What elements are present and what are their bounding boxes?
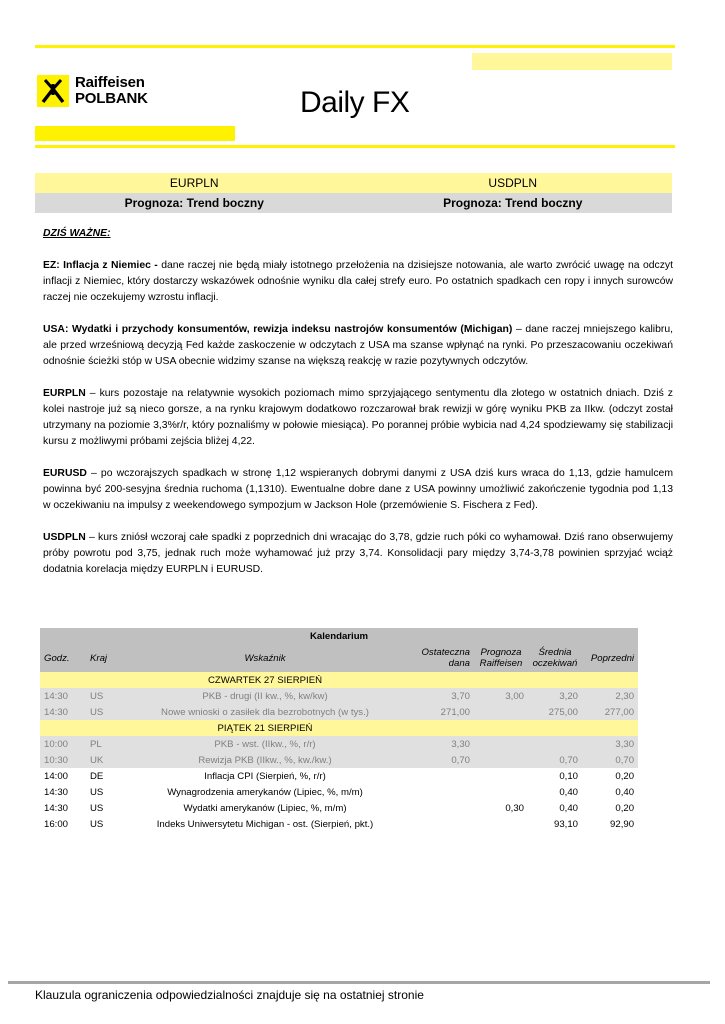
pair-prognosis: Prognoza: Trend boczny — [443, 196, 583, 210]
forecast-prognosis-row — [35, 193, 672, 213]
event-average — [528, 736, 582, 752]
paragraph-text: – kurs pozostaje na relatywnie wysokich poziomach mimo sprzyjającego sentymentu dla złotego w ostatnich dniach. Dziś z kolei nastroje już są nieco gorsze, a na rynku krajowym dodatkowo rozczarował brak rewizji w górę wyniku PKB za IIkw. (odczyt został utrzymany na poziomie 3,3%r/r, który poznaliśmy w połowie miesiąca). Po porannej próbie wybicia nad 4,24 spodziewamy się stabilizacji kursu z możliwymi próbami zejścia bliżej 4,22. — [43, 388, 673, 447]
event-forecast — [474, 816, 528, 832]
calendar-day-row — [40, 672, 638, 688]
paragraph-eurusd — [43, 466, 673, 514]
paragraph-text: – kurs zniósł wczoraj całe spadki z poprzednich dni wracając do 3,78, gdzie ruch póki co wyhamował. Dziś rano obserwujemy próby powrotu pod 3,75, jednak ruch może wyhamować już przy 3,74. Konsolidacji pary między 3,74-3,78 powinien sprzyjać wciąż dodatnia korelacja między EURPLN i EURUSD. — [43, 532, 673, 575]
col-indicator: Wskaźnik — [120, 644, 410, 672]
event-actual — [410, 816, 474, 832]
event-time: 16:00 — [40, 816, 86, 832]
event-indicator: Wynagrodzenia amerykanów (Lipiec, %, m/m) — [120, 784, 410, 800]
calendar-row — [40, 800, 638, 816]
event-average: 0,10 — [528, 768, 582, 784]
event-indicator: Rewizja PKB (IIkw., %, kw./kw.) — [120, 752, 410, 768]
paragraph-text: dane raczej nie będą miały istotnego przełożenia na dzisiejsze notowania, ale warto zwrócić uwagę na odczyt inflacji z Niemiec, który dostarczy wskazówek odnośnie wyniku dla całej strefy euro. Po ostatnich spadkach cen ropy i innych surowców raczej nie oczekujemy wzrostu inflacji. — [43, 260, 673, 303]
event-actual: 3,70 — [410, 688, 474, 704]
event-previous: 2,30 — [582, 688, 638, 704]
event-indicator: Nowe wnioski o zasiłek dla bezrobotnych (w tys.) — [120, 704, 410, 720]
event-previous: 92,90 — [582, 816, 638, 832]
brand-subname: POLBANK — [75, 90, 148, 107]
important-heading: DZIŚ WAŻNE: — [43, 228, 111, 239]
col-forecast: Prognoza Raiffeisen — [474, 644, 528, 672]
event-actual — [410, 800, 474, 816]
event-average: 0,70 — [528, 752, 582, 768]
calendar-table — [40, 628, 638, 832]
event-forecast — [474, 704, 528, 720]
event-previous: 277,00 — [582, 704, 638, 720]
event-country: PL — [86, 736, 120, 752]
paragraph-eurpln — [43, 386, 673, 450]
paragraph-ez — [43, 258, 673, 306]
brand-name: Raiffeisen — [75, 74, 145, 91]
event-country: US — [86, 816, 120, 832]
event-previous: 3,30 — [582, 736, 638, 752]
event-previous: 0,20 — [582, 768, 638, 784]
event-country: US — [86, 800, 120, 816]
pair-prognosis: Prognoza: Trend boczny — [124, 196, 264, 210]
paragraph-usdpln — [43, 530, 673, 578]
calendar-row — [40, 736, 638, 752]
event-forecast — [474, 784, 528, 800]
event-actual: 0,70 — [410, 752, 474, 768]
calendar-row — [40, 816, 638, 832]
forecast-pairs-row — [35, 173, 672, 193]
paragraph-lead: USA: Wydatki i przychody konsumentów, rewizja indeksu nastrojów konsumentów (Michigan) — [43, 324, 513, 335]
event-indicator: Wydatki amerykanów (Lipiec, %, m/m) — [120, 800, 410, 816]
event-time: 14:00 — [40, 768, 86, 784]
header-accent-block — [472, 53, 672, 70]
col-average: Średnia oczekiwań — [528, 644, 582, 672]
event-forecast — [474, 736, 528, 752]
col-country: Kraj — [86, 644, 120, 672]
event-previous: 0,20 — [582, 800, 638, 816]
event-average: 0,40 — [528, 800, 582, 816]
paragraph-text: – dane raczej mniejszego kalibru, ale przed wrześniową decyzją Fed każde zaskoczenie w odczytach z USA ma szanse wpłynąć na rynki. Po przeszacowaniu oczekiwań odnośnie ścieżki stóp w USA obecnie widzimy szanse na większą reakcję w razie pozytywnych odczytów. — [43, 324, 673, 367]
paragraph-usa — [43, 322, 673, 370]
paragraph-lead: EURPLN — [43, 388, 86, 399]
calendar-row — [40, 752, 638, 768]
event-actual — [410, 768, 474, 784]
pair-name: EURPLN — [169, 176, 219, 190]
calendar-row — [40, 688, 638, 704]
calendar-title: Kalendarium — [40, 628, 638, 644]
calendar-day-label: CZWARTEK 27 SIERPIEŃ — [120, 672, 410, 688]
header-rule — [35, 145, 675, 148]
event-time: 10:00 — [40, 736, 86, 752]
event-actual: 271,00 — [410, 704, 474, 720]
calendar-row — [40, 704, 638, 720]
event-indicator: Indeks Uniwersytetu Michigan - ost. (Sierpień, pkt.) — [120, 816, 410, 832]
raiffeisen-logo — [37, 75, 167, 111]
event-forecast — [474, 752, 528, 768]
logo-mark-icon — [37, 75, 69, 107]
event-forecast: 3,00 — [474, 688, 528, 704]
event-average: 0,40 — [528, 784, 582, 800]
event-indicator: PKB - drugi (II kw., %, kw/kw) — [120, 688, 410, 704]
paragraph-lead: USDPLN — [43, 532, 86, 543]
calendar-row — [40, 784, 638, 800]
event-time: 14:30 — [40, 800, 86, 816]
event-time: 14:30 — [40, 784, 86, 800]
paragraph-text: – po wczorajszych spadkach w stronę 1,12 wspieranych dobrymi danymi z USA dziś kurs wraca do 1,13, gdzie hamulcem powinna być 200-sesyjna średnia ruchoma (1,1310). Ewentualne dobre dane z USA powinny umożliwić zakończenie tygodnia pod 1,13 w oczekiwaniu na impulsy z weekendowego sympozjum w Jackson Hole (przemówienie S. Fischera z Fed). — [43, 468, 673, 511]
event-actual: 3,30 — [410, 736, 474, 752]
event-time: 14:30 — [40, 704, 86, 720]
forecast-band — [35, 173, 672, 213]
event-forecast — [474, 768, 528, 784]
event-average: 93,10 — [528, 816, 582, 832]
event-country: UK — [86, 752, 120, 768]
event-country: US — [86, 784, 120, 800]
event-country: DE — [86, 768, 120, 784]
event-average: 3,20 — [528, 688, 582, 704]
pair-name: USDPLN — [488, 176, 538, 190]
event-average: 275,00 — [528, 704, 582, 720]
footer-rule — [8, 981, 710, 984]
top-rule — [35, 45, 675, 48]
event-indicator: PKB - wst. (IIkw., %, r/r) — [120, 736, 410, 752]
disclaimer-note: Klauzula ograniczenia odpowiedzialności znajduje się na ostatniej stronie — [35, 988, 424, 1002]
event-indicator: Inflacja CPI (Sierpień, %, r/r) — [120, 768, 410, 784]
col-actual: Ostateczna dana — [410, 644, 474, 672]
header-accent-block-left — [35, 126, 235, 141]
event-time: 10:30 — [40, 752, 86, 768]
page-title: Daily FX — [300, 86, 410, 119]
commentary — [43, 226, 673, 594]
calendar-row — [40, 768, 638, 784]
event-previous: 0,40 — [582, 784, 638, 800]
col-previous: Poprzedni — [582, 644, 638, 672]
paragraph-lead: EURUSD — [43, 468, 87, 479]
paragraph-lead: EZ: Inflacja z Niemiec - — [43, 260, 158, 271]
event-country: US — [86, 688, 120, 704]
event-forecast: 0,30 — [474, 800, 528, 816]
event-time: 14:30 — [40, 688, 86, 704]
calendar-day-label: PIĄTEK 21 SIERPIEŃ — [120, 720, 410, 736]
event-previous: 0,70 — [582, 752, 638, 768]
col-time: Godz. — [40, 644, 86, 672]
event-actual — [410, 784, 474, 800]
event-country: US — [86, 704, 120, 720]
calendar-day-row — [40, 720, 638, 736]
